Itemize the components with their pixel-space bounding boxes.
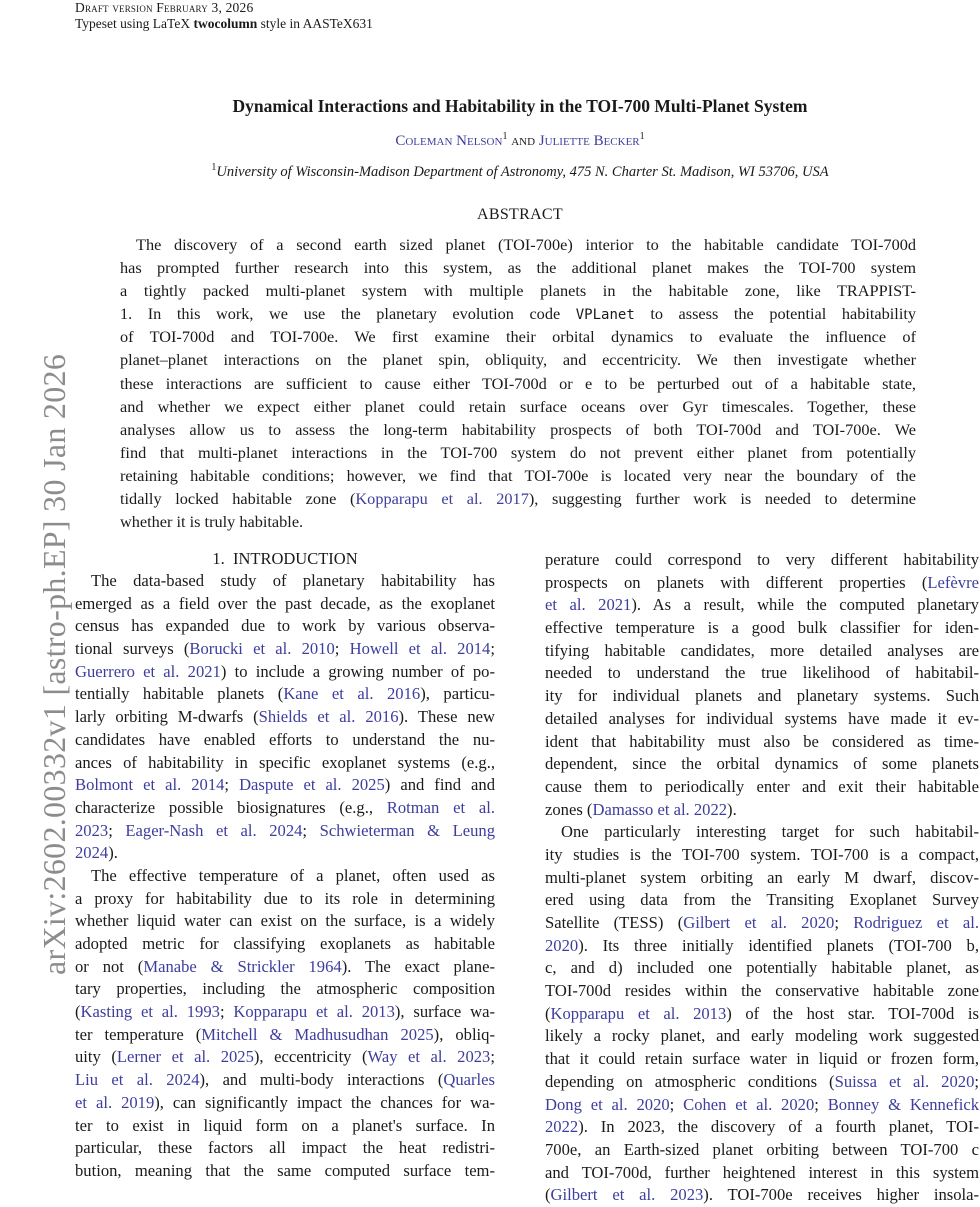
abstract-line: find that multi-planet interactions in the TOI-700 system do not prevent either planet from potentially [120,442,916,462]
abstract-line: planet–planet interactions on the planet spin, obliquity, and eccentricity. We then investigate whether [120,350,916,370]
affiliation-mark: 1 [211,162,217,173]
text-line: (Gilbert et al. 2023). TOI-700e receives higher insola- [545,1185,979,1205]
citation-link[interactable]: Shields et al. 2016 [258,707,399,727]
text-line: uity (Lerner et al. 2025), eccentricity (Way et al. 2023; [75,1047,495,1067]
citation-link[interactable]: Way et al. 2023 [367,1047,491,1067]
citation-link[interactable]: Suissa et al. 2020 [834,1071,975,1091]
citation-link[interactable]: Kopparapu et al. 2013 [233,1002,395,1022]
text-line: The data-based study of planetary habitability has [91,571,495,590]
citation-link[interactable]: Quarles [443,1070,495,1090]
text-line: 2022). In 2023, the discovery of a fourth planet, TOI- [545,1117,979,1137]
citation-link[interactable]: Kane et al. 2016 [283,684,421,704]
text-line: perature could correspond to very different habitability [545,550,979,569]
text-line: 2024). [75,843,118,863]
text-line: Liu et al. 2024), and multi-body interactions (Quarles [75,1070,495,1090]
text-line: particular, these factors all impact the heat redistri- [75,1138,495,1158]
text-line: Guerrero et al. 2021) to include a growing number of po- [75,661,495,681]
text-line: effective temperature is a good bulk classifier for iden- [545,618,979,638]
affiliation-text: University of Wisconsin-Madison Department of Astronomy, 475 N. Charter St. Madison, WI 53706, USA [216,163,829,180]
citation-link[interactable]: Howell et al. 2014 [349,639,491,659]
text-line: adopted metric for classifying exoplanets as habitable [75,934,495,953]
abstract-body [120,233,916,533]
citation-link[interactable]: Liu et al. 2024 [75,1070,200,1090]
code-name: VPLanet [575,307,635,324]
citation-link[interactable]: Bolmont et al. 2014 [75,775,225,795]
citation-link[interactable]: 2022 [545,1117,579,1137]
citation-link[interactable]: Lerner et al. 2025 [116,1047,254,1067]
citation-link[interactable]: Eager-Nash et al. 2024 [125,820,303,840]
text-line: Satellite (TESS) (Gilbert et al. 2020; Rodriguez et al. [545,913,979,932]
citation-link[interactable]: Schwieterman & Leung [319,820,496,840]
affiliation-mark: 1 [502,131,508,142]
citation-link[interactable]: 2020 [545,935,579,955]
citation-link[interactable]: Gilbert et al. 2020 [683,913,835,932]
abstract-line: and whether we expect either planet could retain surface oceans over Gyr timescales. Together, these [120,396,916,416]
text-line: dependent, since the orbital dynamics of some planets [545,754,979,774]
text-line: ity studies is the TOI-700 system. TOI-700 is a compact, [545,844,979,864]
text-line: larly orbiting M-dwarfs (Shields et al. 2016). These new [75,707,495,727]
text-line: tary properties, including the atmospheric composition [75,979,495,999]
text-line: candidates have enabled efforts to understand the nu- [75,729,495,749]
text-line: The effective temperature of a planet, often used as [91,865,495,885]
citation-link[interactable]: Mitchell & Madhusudhan 2025 [201,1024,434,1044]
abstract-line: tidally locked habitable zone (Kopparapu et al. 2017), suggesting further work is needed to determine [120,489,916,509]
arxiv-identifier[interactable]: arXiv:2602.00332v1 [astro-ph.EP] 30 Jan 2026 [36,353,72,975]
abstract-line: a tightly packed multi-planet system with multiple planets in the habitable zone, like TRAPPIST- [120,281,916,301]
author-link[interactable]: Coleman Nelson [395,133,503,149]
text-line: that it could retain surface water in liquid or frozen form, [545,1049,979,1069]
text-line: likely a rocky planet, and early modeling work suggested [545,1026,979,1046]
abstract-line: whether it is truly habitable. [120,512,304,532]
abstract-line: retaining habitable conditions; however, we find that TOI-700e is located very near the boundary of the [120,465,916,485]
citation-link[interactable]: Lefèvre [927,572,979,592]
citation-link[interactable]: et al. 2021 [545,595,632,615]
text-line: 700e, an Earth-sized planet orbiting between TOI-700 c [545,1139,979,1159]
text-line: ered using data from the Transiting Exoplanet Survey [545,890,979,910]
text-line: tentially habitable planets (Kane et al. 2016), particu- [75,684,496,704]
text-line: ter to exist in liquid form on a planet's surface. In [75,1115,495,1135]
text-line: whether liquid water can exist on the surface, is a widely [75,911,495,931]
author-link[interactable]: Juliette Becker [538,133,640,149]
typeset-line: Typeset using LaTeX twocolumn style in AASTeX631 [75,16,373,31]
citation-link[interactable]: et al. 2019 [75,1092,155,1112]
citation-link[interactable]: Guerrero et al. 2021 [75,661,221,681]
text-line: a proxy for habitability due to its role in determining [75,888,495,908]
section-number: 1. [212,549,225,568]
citation-link[interactable]: Rotman et al. [386,797,495,817]
abstract-line: has prompted further research into this system, as the additional planet makes the TOI-700 system [120,258,916,278]
text-line: tifying habitable candidates, more detailed analyses are [545,640,979,660]
abstract-heading: ABSTRACT [477,206,563,223]
text-line: ity for individual planets and planetary systems. Such [545,686,979,706]
section-title: INTRODUCTION [232,549,358,568]
paper-title: Dynamical Interactions and Habitability in the TOI-700 Multi-Planet System [232,96,808,116]
text-line: needed to understand the true likelihood of habitabil- [545,663,979,683]
text-line: TOI-700d resides within the conservative habitable zone [545,981,979,1001]
citation-link[interactable]: Cohen et al. 2020 [683,1094,815,1114]
text-line: 2023; Eager-Nash et al. 2024; Schwieterman & Leung [75,820,496,840]
citation-link[interactable]: Manabe & Strickler 1964 [143,956,342,976]
abstract-line: analyses allow us to assess the long-term habitability prospects of both TOI-700d and TOI-700e. We [120,419,916,439]
text-line: zones (Damasso et al. 2022). [545,799,737,819]
text-line: cause them to periodically enter and exit their habitable [545,776,979,796]
text-line: ident that habitability must also be considered as time- [545,731,979,751]
citation-link[interactable]: Daspute et al. 2025 [239,775,385,795]
text-line: 2020). Its three initially identified planets (TOI-700 b, [545,935,979,955]
text-line: ter temperature (Mitchell & Madhusudhan 2025), obliq- [75,1024,495,1044]
citation-link[interactable]: Dong et al. 2020 [545,1094,670,1114]
abstract-line: 1. In this work, we use the planetary evolution code VPLanet to assess the potential habitability [120,304,917,324]
citation-link[interactable]: Borucki et al. 2010 [189,639,335,659]
text-line: et al. 2019), can significantly impact the chances for wa- [75,1092,495,1112]
text-line: characterize possible biosignatures (e.g., Rotman et al. [75,797,495,817]
draft-version-line: Draft version February 3, 2026 [75,0,254,15]
abstract-line: The discovery of a second earth sized planet (TOI-700e) interior to the habitable candidate TOI-700d [136,235,916,254]
abstract-line: these interactions are sufficient to cause either TOI-700d or e to be perturbed out of a habitable state, [120,373,916,393]
citation-link[interactable]: Kopparapu et al. 2017 [355,489,529,509]
text-line: (Kasting et al. 1993; Kopparapu et al. 2013), surface wa- [75,1002,495,1022]
author-conjunction: and [511,133,536,149]
latex-logo: LaTeX [152,16,191,31]
citation-link[interactable]: 2023 [75,820,109,840]
text-line: One particularly interesting target for such habitabil- [561,822,979,842]
citation-link[interactable]: Kopparapu et al. 2013 [550,1003,727,1023]
left-column [75,570,495,1183]
text-line: (Kopparapu et al. 2013) of the host star. TOI-700d is [545,1003,979,1023]
text-line: bution, meaning that the same computed surface tem- [75,1160,495,1180]
text-line: multi-planet system orbiting an early M dwarf, discov- [545,867,979,887]
citation-link[interactable]: Rodriguez et al. [853,913,979,932]
citation-link[interactable]: Kasting et al. 1993 [80,1002,220,1022]
abstract-line: of TOI-700d and TOI-700e. We first examine their orbital dynamics to evaluate the influence of [120,327,916,347]
citation-link[interactable]: Damasso et al. 2022 [592,799,728,819]
text-line: or not (Manabe & Strickler 1964). The exact plane- [75,956,495,976]
author-list [0,131,980,150]
text-line: depending on atmospheric conditions (Suissa et al. 2020; [545,1071,979,1091]
text-line: detailed analyses for individual systems have made it ev- [545,708,979,728]
citation-link[interactable]: Gilbert et al. 2023 [550,1185,704,1205]
section-heading [75,549,495,569]
text-line: and TOI-700d, further heightened interest in this system [545,1162,979,1182]
text-line: et al. 2021). As a result, while the computed planetary [545,595,979,615]
citation-link[interactable]: Bonney & Kennefick [827,1094,980,1114]
page-header [75,0,373,32]
text-line: tional surveys (Borucki et al. 2010; Howell et al. 2014; [75,639,495,659]
text-line: emerged as a field over the past decade, as the exoplanet [75,593,495,613]
text-line: prospects on planets with different properties (Lefèvre [545,572,979,592]
affiliation-mark: 1 [639,131,645,142]
text-line: ances of habitability in specific exoplanet systems (e.g., [75,752,495,772]
affiliation [0,162,980,181]
text-line: census has expanded due to work by various observa- [75,616,495,636]
text-line: Dong et al. 2020; Cohen et al. 2020; Bonney & Kennefick [545,1094,980,1114]
citation-link[interactable]: 2024 [75,843,109,863]
text-line: Bolmont et al. 2014; Daspute et al. 2025) and find and [75,775,496,795]
right-column [545,549,979,1207]
text-line: c, and d) included one potentially habitable planet, as [545,958,979,978]
